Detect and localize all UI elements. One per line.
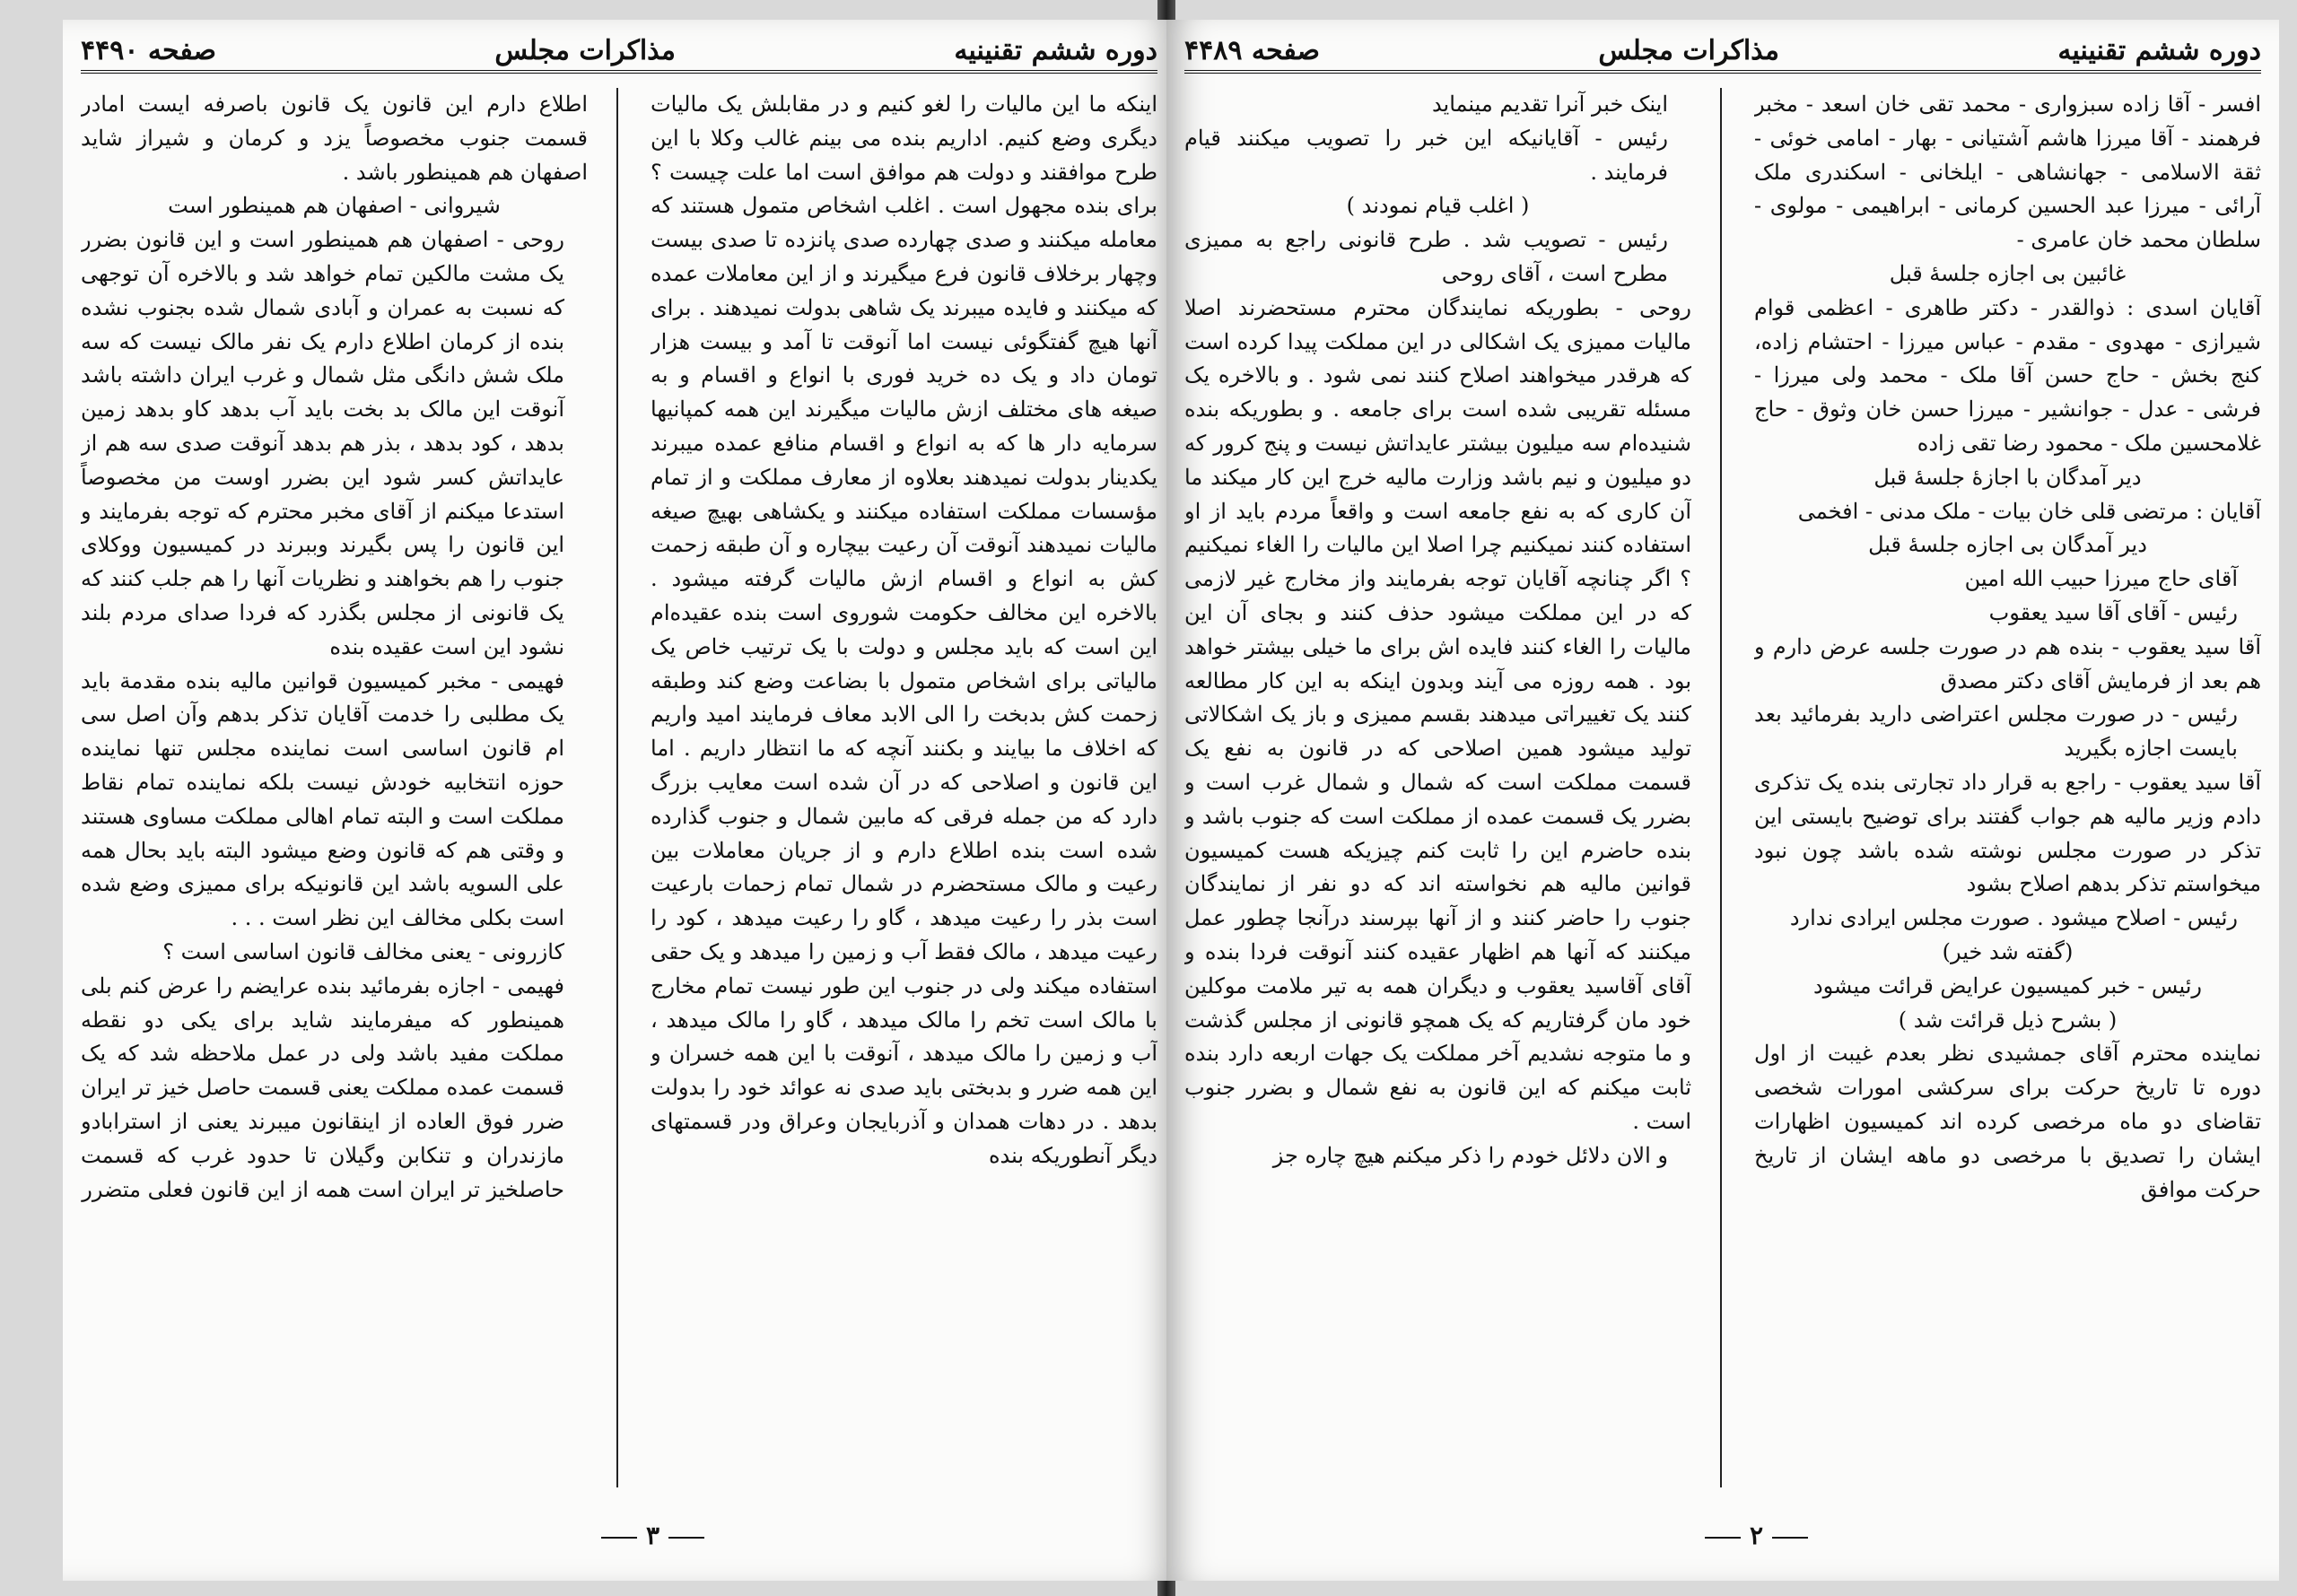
- right-page-right-column: [1754, 88, 2261, 1487]
- paragraph: رئیس - اصلاح میشود . صورت مجلس ایرادی ندارد: [1789, 905, 2238, 931]
- left-page-right-column: [651, 88, 1157, 1487]
- column-rule: [616, 88, 618, 1487]
- left-page-header: [81, 31, 1157, 74]
- paragraph: رئیس - آقایانیکه این خبر را تصویب میکنند قیام فرمایند .: [1184, 125, 1668, 185]
- right-page-header: [1184, 31, 2261, 74]
- left-header-title: مذاکرات مجلس: [494, 34, 676, 66]
- paragraph: آقا سید یعقوب - بنده هم در صورت جلسه عرض دارم و هم بعد از فرمایش آقای دکتر مصدق: [1754, 633, 2261, 693]
- paragraph: فهیمی - اجازه بفرمائید بنده عرایضم را عرض کنم بلی همینطور که میفرمایند شاید برای یکی دو نقطه مملکت مفید باشد ولی در عمل ملاحظه شد که یک قسمت عمده مملکت یعنی قسمت حاصل خیز تر ایران ضرر فوق العاده از اینقانون میبرند یعنی از استرابادو مازندران و تنکابن وگیلان تا حدود غرب که قسمت حاصلخیز تر ایران است همه از این قانون فعلی متضرر: [81, 972, 564, 1202]
- paragraph: ( بشرح ذیل قرائت شد ): [1898, 1007, 2118, 1033]
- paragraph: اینک خبر آنرا تقدیم مینماید: [1431, 92, 1668, 117]
- paragraph: و الان دلائل خودم را ذکر میکنم هیچ چاره جز: [1272, 1142, 1668, 1168]
- left-header-session: دوره ششم تقنینیه: [954, 34, 1157, 66]
- right-page: [1166, 20, 2279, 1581]
- paragraph: کازرونی - یعنی مخالف قانون اساسی است ؟: [162, 938, 564, 964]
- right-header-page-label: صفحه ۴۴۸۹: [1184, 34, 1321, 66]
- right-page-number: ۲: [1696, 1521, 1817, 1550]
- right-page-left-column: [1184, 88, 1691, 1487]
- paragraph: افسر - آقا زاده سبزواری - محمد تقی خان اسعد - مخبر فرهمند - آقا میرزا هاشم آشتیانی - بهار - امامی خوئی - ثقة الاسلامی - جهانشاهی - ایلخانی - اسکندری ملک آرائی - میرزا عبد الحسین کرمانی - ابراهیمی - مولوی - سلطان محمد خان عامری -: [1754, 92, 2261, 253]
- paragraph: روحی - اصفهان هم همینطور است و این قانون بضرر یک مشت مالکین تمام خواهد شد و بالاخره آن توجهی که نسبت به عمران و آبادی شمال شده بجنوب نشده بنده از کرمان اطلاع دارم یک نفر مالک نیست که سه ملک شش دانگی مثل شمال و غرب ایران داشته باشد آنوقت این مالک بد بخت باید آب بدهد کاو بدهد زمین بدهد ، کود بدهد ، بذر هم بدهد آنوقت صدی سه هم از عایداتش کسر شود این بضرر اوست من مخصوصاً استدعا میکنم از آقای مخبر محترم که توجه بفرمایند و این قانون را پس بگیرند وببرند در کمیسیون ووکلای جنوب را هم بخواهند و نظریات آنها را هم جلب کنند که یک قانونی از مجلس بگذرد که فردا صدای مردم بلند نشود این است عقیده بنده: [81, 227, 564, 659]
- left-header-page-label: صفحه ۴۴۹۰: [81, 34, 217, 66]
- section-heading: غائبین بی اجازه جلسهٔ قبل: [1889, 260, 2127, 286]
- paragraph: رئیس - در صورت مجلس اعتراضی دارید بفرمائید بعد بایست اجازه بگیرید: [1754, 702, 2238, 762]
- left-page-left-column: [81, 88, 588, 1487]
- right-header-title: مذاکرات مجلس: [1598, 34, 1779, 66]
- paragraph: شیروانی - اصفهان هم همینطور است: [168, 193, 501, 219]
- paragraph: اینکه ما این مالیات را لغو کنیم و در مقابلش یک مالیات دیگری وضع کنیم. اداریم بنده می بینم غالب وکلا با این طرح موافقند و دولت هم موافق است اما علت چیست ؟ برای بنده مجهول است . اغلب اشخاص متمول هستند که معامله میکنند و صدی چهارده صدی پانزده تا صدی بیست وچهار برخلاف قانون فرع میگیرند و از این معاملات عمده که میکنند و فایده میبرند یک شاهی بدولت نمیدهند . برای آنها هیچ گفتگوئی نیست اما آنوقت تا آمد و بیست هزار تومان داد و یک ده خرید فوری با انواع و اقسام و به صیغه های مختلف ازش مالیات میگیرند این همه کمپانیها سرمایه دار ها که به انواع و اقسام منافع عمده میبرند یکدینار بدولت نمیدهند بعلاوه از معارف مملکت و از تمام مؤسسات مملکت استفاده میکنند و یکشاهی بهیچ صیغه مالیات نمیدهند آنوقت آن رعیت بیچاره و آن طبقه زحمت کش به انواع و اقسام ازش مالیات گرفته میشود . بالاخره این مخالف حکومت شوروی است بنده عقیده‌ام این است که باید مجلس و دولت با یک ترتیب خاص یک مالیاتی برای اشخاص متمول با بضاعت وضع کند وطبقه زحمت کش بدبخت را الی الابد معاف فرمایند امید واریم که اخلاف ما بیایند و بکنند آنچه که ما انتظار داریم . اما این قانون و اصلاحی که در آن شده است معایب بزرگ دارد که من جمله فرقی که مابین شمال و جنوب گذارده شده است بنده اطلاع دارم و از جریان معاملات بین رعیت و مالک مستحضرم در شمال تمام زحمات بارعیت است بذر را رعیت میدهد ، گاو را رعیت میدهد ، کود را رعیت میدهد ، مالک فقط آب و زمین را میدهد و یک حقی استفاده میکند ولی در جنوب این طور نیست تمام مخارج با مالک است تخم را مالک میدهد ، گاو را مالک میدهد ، آب و زمین را مالک میدهد ، آنوقت با این همه خسران و این همه ضرر و بدبختی باید صدی نه عوائد خود را بدولت بدهد . در دهات همدان و آذربایجان وعراق ودر قسمتهای دیگر آنطوریکه بنده: [651, 92, 1157, 1168]
- paragraph: نماینده محترم آقای جمشیدی نظر بعدم غیبت از اول دوره تا تاریخ حرکت برای سرکشی امورات شخصی تقاضای دو ماه مرخصی کرده اند کمیسیون اظهارات ایشان را تصدیق با مرخصی دو ماهه ایشان از تاریخ حرکت موافق: [1754, 1041, 2261, 1202]
- paragraph: آقا سید یعقوب - راجع به قرار داد تجارتی بنده یک تذکری دادم وزیر مالیه هم جواب گفتند برای توضیح بایستی این تذکر در صورت مجلس نوشته شده باشد چون نبود میخواستم تذکر بدهم اصلاح بشود: [1754, 769, 2261, 897]
- paragraph: (گفته شد خیر): [1942, 938, 2074, 964]
- section-heading: دیر آمدگان با اجازهٔ جلسهٔ قبل: [1873, 464, 2142, 490]
- paragraph: اطلاع دارم این قانون یک قانون باصرفه ایست امادر قسمت جنوب مخصوصاً یزد و کرمان و شیراز شاید اصفهان هم همینطور باشد .: [81, 92, 588, 185]
- paragraph: آقای حاج میرزا حبیب الله امین: [1964, 566, 2238, 592]
- column-rule: [1720, 88, 1722, 1487]
- paragraph: رئیس - تصویب شد . طرح قانونی راجع به ممیزی مطرح است ، آقای روحی: [1184, 227, 1668, 286]
- section-heading: دیر آمدگان بی اجازه جلسهٔ قبل: [1868, 532, 2147, 558]
- left-page-number: ۳: [592, 1521, 713, 1550]
- left-page: [63, 20, 1175, 1581]
- paragraph: آقایان اسدی : ذوالقدر - دکتر طاهری - اعظمی قوام شیرازی - مهدوی - مقدم - عباس میرزا - احتشام زاده، کنج بخش - حاج حسن آقا ملک - محمد ولی میرزا - فرشی - عدل - جوانشیر - میرزا حسن خان وثوق - حاج غلامحسین ملک - محمود رضا تقی زاده: [1754, 294, 2261, 456]
- paragraph: رئیس - خبر کمیسیون عرایض قرائت میشود: [1812, 972, 2203, 999]
- right-header-session: دوره ششم تقنینیه: [2057, 34, 2261, 66]
- paragraph: رئیس - آقای آقا سید یعقوب: [1988, 599, 2238, 625]
- paragraph: فهیمی - مخبر کمیسیون قوانین مالیه بنده مقدمة باید یک مطلبی را خدمت آقایان تذکر بدهم وآن اصل سی ام قانون اساسی است نماینده مجلس تنها نماینده حوزه انتخابیه خودش نیست بلکه نماینده تمام نقاط مملکت است و البته تمام اهالی مملکت مساوی هستند و وقتی هم که قانون وضع میشود البته باید بحال همه علی السویه باشد این قانونیکه برای ممیزی وضع شده است بکلی مخالف این نظر است . . .: [81, 667, 564, 931]
- paragraph: آقایان : مرتضی قلی خان بیات - ملک مدنی - افخمی: [1797, 498, 2261, 524]
- paragraph: ( اغلب قیام نمودند ): [1346, 193, 1530, 219]
- paragraph: روحی - بطوریکه نمایندگان محترم مستحضرند اصلا مالیات ممیزی یک اشکالی در این مملکت پیدا کرده است که هرقدر میخواهند اصلاح کنند نمی شود . و بالاخره یک مسئله تقریبی شده است برای جامعه . و بطوریکه بنده شنیده‌ام سه میلیون بیشتر عایداتش نیست و پنج کرور که دو میلیون و نیم باشد وزارت مالیه خرج این کار میکند ما آن کاری که به نفع جامعه است و واقعاً مردم باید از او استفاده کنند نمیکنیم چرا اصلا این مالیات را الغاء نمیکنیم ؟ اگر چنانچه آقایان توجه بفرمایند واز مخارج غیر لازمی که در این مملکت میشود حذف کنند و بجای آن این مالیات را الغاء کنند فایده اش برای ما خیلی بیشتر خواهد بود . همه روزه می آیند وبدون اینکه به این کار مطالعه کنند یک تغییراتی میدهند بقسم ممیزی و باز یک اشکالاتی تولید میشود همین اصلاحی که در قانون به نفع یک قسمت مملکت است که شمال و شمال غرب است و بضرر یک قسمت عمده از مملکت است که جنوب باشد و بنده حاضرم این را ثابت کنم چیزیکه هست کمیسیون قوانین مالیه هم نخواسته اند که دو نفر از نمایندگان جنوب را حاضر کنند و از آنها بپرسند درآنجا چطور عمل میکنند که آنها هم اظهار عقیده کنند آنوقت فردا بنده و آقای آقاسید یعقوب و دیگران همه به تیر ملامت موکلین خود مان گرفتاریم که یک همچو قانونی از مجلس گذشت و ما متوجه نشدیم آخر مملکت یک جهات اربعه دارد بنده ثابت میکنم که این قانون به نفع شمال و بضرر جنوب است .: [1184, 294, 1691, 1134]
